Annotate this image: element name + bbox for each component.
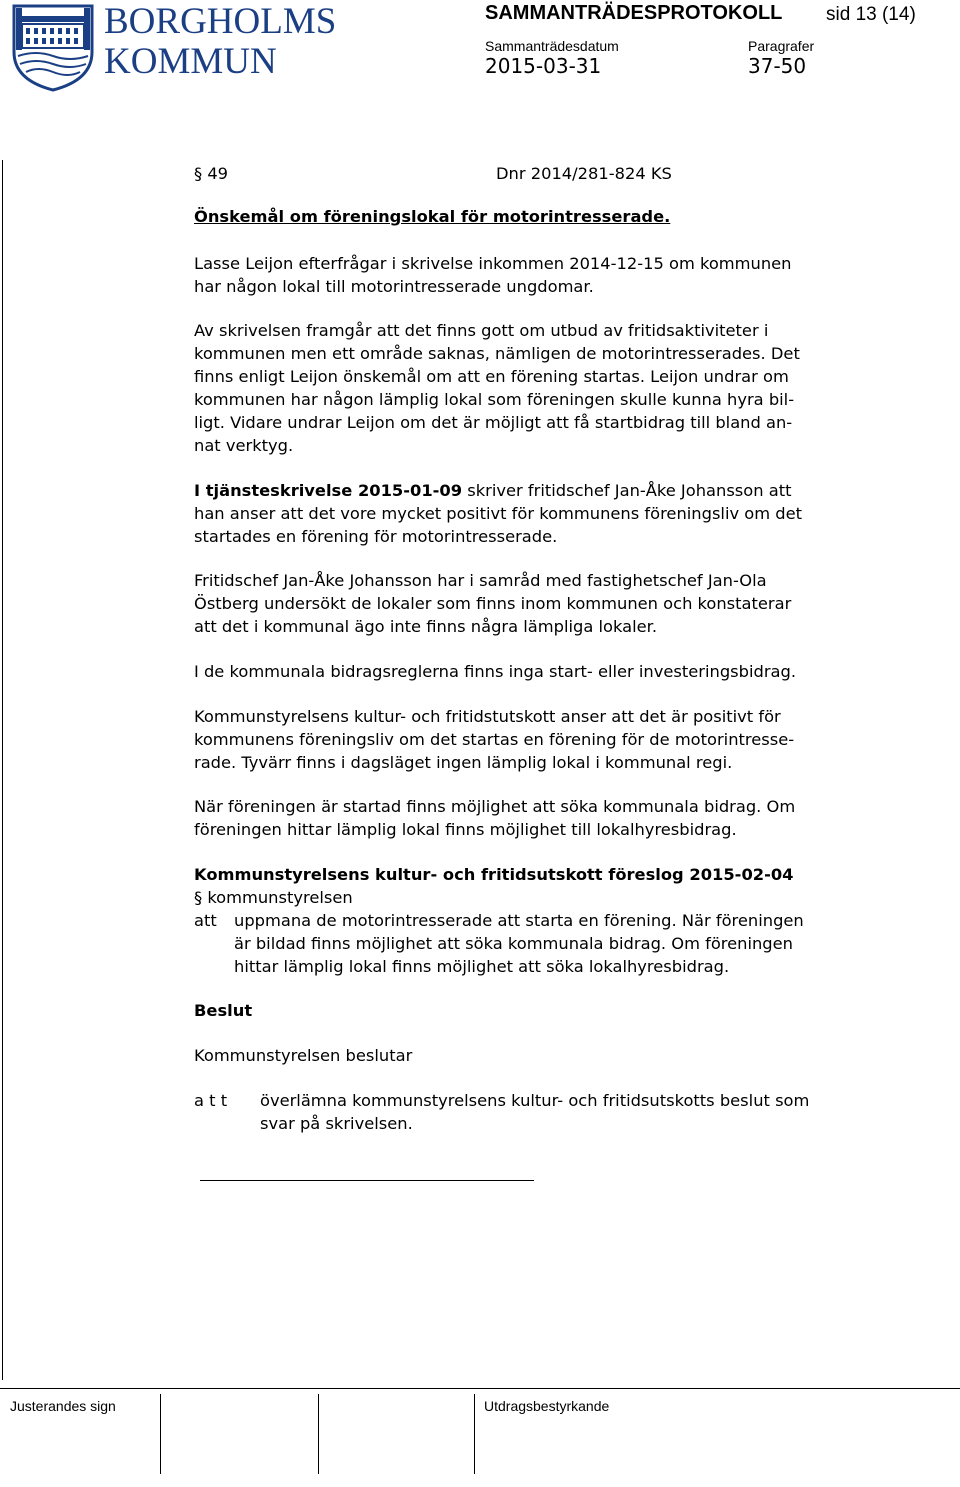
meeting-date-value: 2015-03-31 — [485, 54, 602, 78]
paragraphs-value: 37-50 — [748, 54, 807, 78]
text-line: kommunen men ett område saknas, nämligen de motorintresserades. Det — [194, 344, 800, 363]
text-line: Kommunstyrelsens kultur- och fritidstutskott anser att det är positivt för — [194, 707, 781, 726]
proposal-clause-text — [234, 909, 804, 978]
proposal-recipient: § kommunstyrelsen — [194, 888, 353, 907]
registration-number: Dnr 2014/281-824 KS — [496, 164, 672, 183]
text-line: I de kommunala bidragsreglerna finns inga start- eller investeringsbidrag. — [194, 662, 797, 681]
decision-intro: Kommunstyrelsen beslutar — [194, 1046, 413, 1065]
decision-att-label: a t t — [194, 1091, 228, 1110]
memo-reference: I tjänsteskrivelse 2015-01-09 — [194, 481, 463, 500]
text-line: När föreningen är startad finns möjlighet att söka kommunala bidrag. Om — [194, 797, 796, 816]
text-line: att det i kommunal ägo inte finns några lämpliga lokaler. — [194, 617, 658, 636]
text-line: Östberg undersökt de lokaler som finns inom kommunen och konstaterar — [194, 594, 792, 613]
proposal-heading: Kommunstyrelsens kultur- och fritidsutskott föreslog 2015-02-04 — [194, 865, 794, 884]
footer-rule — [0, 1388, 960, 1389]
text-line: är bildad finns möjlighet att söka kommunala bidrag. Om föreningen — [234, 934, 793, 953]
excerpt-certification-label: Utdragsbestyrkande — [484, 1398, 610, 1414]
memo-text: skriver fritidschef Jan-Åke Johansson att — [462, 481, 792, 500]
text-line: rade. Tyvärr finns i dagsläget ingen lämplig lokal i kommunal regi. — [194, 753, 733, 772]
logo-text-line2: KOMMUN — [104, 41, 277, 82]
justification-sign-label: Justerandes sign — [10, 1398, 116, 1414]
text-line: nat verktyg. — [194, 436, 294, 455]
left-margin-rule — [2, 160, 3, 1380]
text-line: han anser att det vore mycket positivt för kommunens föreningsliv om det — [194, 504, 803, 523]
municipality-logo — [8, 0, 337, 96]
text-line: kommunens föreningsliv om det startas en förening för de motorintresse- — [194, 730, 795, 749]
text-line: startades en förening för motorintresserade. — [194, 527, 558, 546]
paragraphs-label: Paragrafer — [748, 38, 815, 54]
text-line: Av skrivelsen framgår att det finns gott om utbud av fritidsaktiviteter i — [194, 321, 769, 340]
end-of-section-rule — [200, 1180, 534, 1181]
text-line: finns enligt Leijon önskemål om att en förening startas. Leijon undrar om — [194, 367, 789, 386]
paragraph-premises-review — [194, 569, 904, 638]
decision-clause-text — [260, 1089, 809, 1135]
document-title: SAMMANTRÄDESPROTOKOLL — [485, 2, 783, 24]
text-line: Fritidschef Jan-Åke Johansson har i samråd med fastighetschef Jan-Ola — [194, 571, 767, 590]
signature-box-divider — [474, 1394, 475, 1474]
text-line: hittar lämplig lokal finns möjlighet att söka lokalhyresbidrag. — [234, 957, 730, 976]
paragraph-official-memo — [194, 479, 904, 548]
text-line: uppmana de motorintresserade att starta en förening. När föreningen — [234, 911, 804, 930]
text-line: har någon lokal till motorintresserade ungdomar. — [194, 277, 594, 296]
section-number: § 49 — [194, 164, 229, 183]
paragraph-grant-possibility — [194, 795, 904, 841]
signature-box-divider — [160, 1394, 161, 1474]
meeting-date-label: Sammanträdesdatum — [485, 38, 619, 54]
signature-box-divider — [318, 1394, 319, 1474]
text-line — [194, 479, 904, 502]
text-line: kommunen har någon lämplig lokal som föreningen skulle kunna hyra bil- — [194, 390, 795, 409]
paragraph-grant-rules — [194, 660, 904, 683]
castle-crest-icon — [8, 0, 98, 92]
text-line: ligt. Vidare undrar Leijon om det är möjligt att få startbidrag till bland an- — [194, 413, 793, 432]
proposal-att-label: att — [194, 911, 217, 930]
signature-footer — [0, 1380, 960, 1487]
text-line: Lasse Leijon efterfrågar i skrivelse inkommen 2014-12-15 om kommunen — [194, 254, 792, 273]
text-line: svar på skrivelsen. — [260, 1114, 413, 1133]
decision-heading: Beslut — [194, 1001, 253, 1020]
paragraph-letter-content — [194, 319, 904, 457]
logo-text-line1: BORGHOLMS — [104, 1, 337, 42]
paragraph-committee-view — [194, 705, 904, 774]
text-line: överlämna kommunstyrelsens kultur- och fritidsutskotts beslut som — [260, 1091, 810, 1110]
section-heading: Önskemål om föreningslokal för motorintresserade. — [194, 207, 671, 226]
text-line: föreningen hittar lämplig lokal finns möjlighet till lokalhyresbidrag. — [194, 820, 737, 839]
paragraph-request — [194, 252, 904, 298]
page-number: sid 13 (14) — [826, 4, 916, 25]
